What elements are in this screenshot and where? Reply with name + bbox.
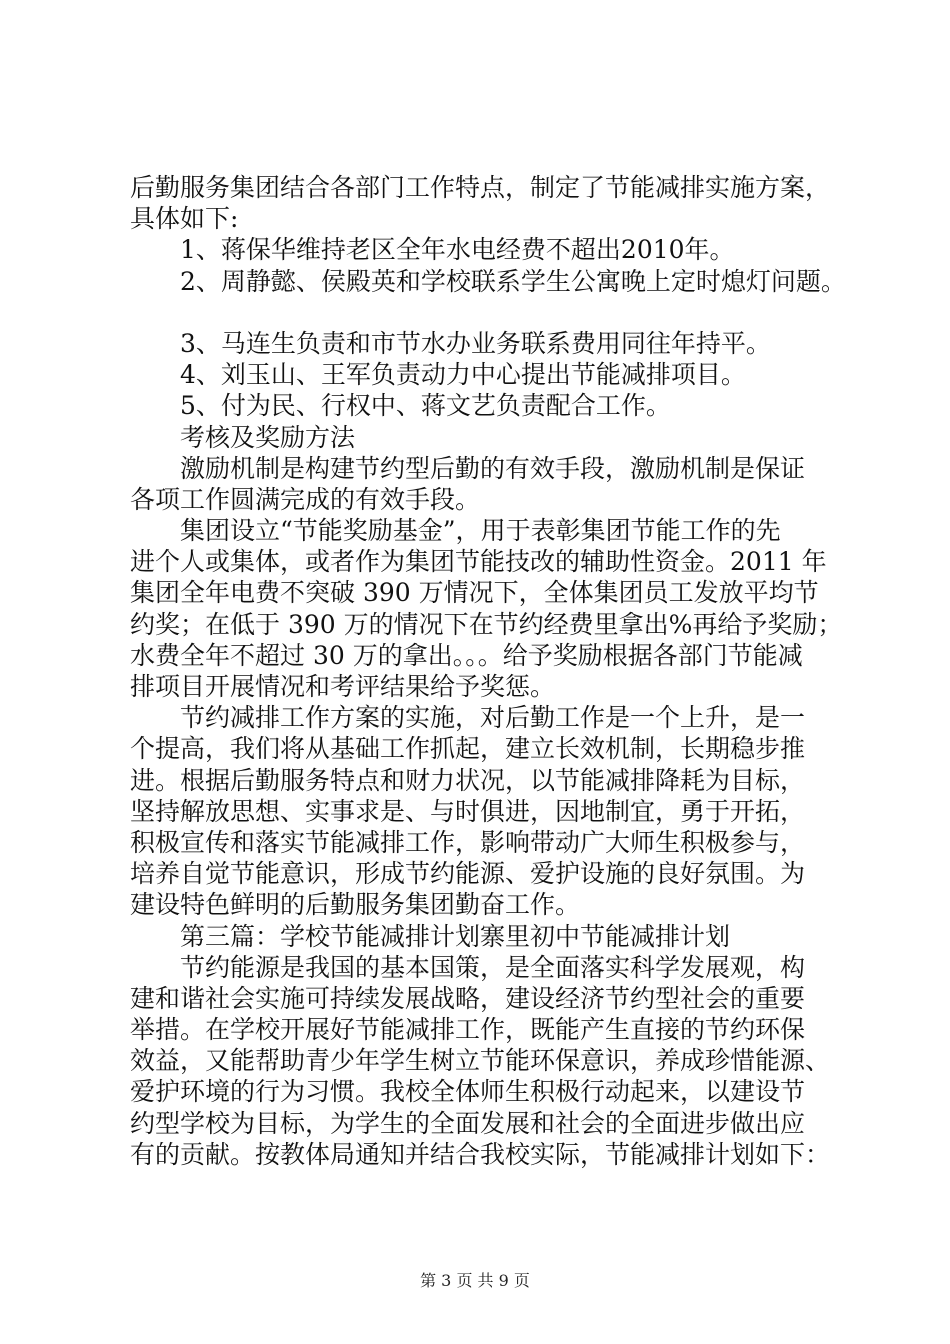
text-line: 具体如下:: [130, 204, 239, 234]
page-footer: [0, 1268, 950, 1291]
paragraph-line: 效益，又能帮助青少年学生树立节能环保意识，养成珍惜能源、: [130, 1046, 831, 1076]
paragraph-line: 节约减排工作方案的实施，对后勤工作是一个上升，是一: [180, 703, 806, 733]
paragraph-line: 有的贡献。按教体局通知并结合我校实际，节能减排计划如下：: [130, 1139, 831, 1169]
paragraph-line: 个提高，我们将从基础工作抓起，建立长效机制，长期稳步推: [130, 734, 806, 764]
paragraph-line: 节约能源是我国的基本国策，是全面落实科学发展观，构: [180, 952, 806, 982]
paragraph-line: 水费全年不超过 30 万的拿出。。。给予奖励根据各部门节能减: [130, 640, 803, 670]
paragraph-line: 积极宣传和落实节能减排工作，影响带动广大师生积极参与，: [130, 827, 806, 857]
paragraph-line: 集团全年电费不突破 390 万情况下，全体集团员工发放平均节: [130, 578, 819, 608]
paragraph-line: 各项工作圆满完成的有效手段。: [130, 484, 481, 514]
paragraph-line: 建设特色鲜明的后勤服务集团勤奋工作。: [130, 890, 581, 920]
section-heading: 考核及奖励方法: [180, 422, 356, 452]
paragraph-line: 集团设立“节能奖励基金”，用于表彰集团节能工作的先: [180, 516, 781, 546]
paragraph-line: 激励机制是构建节约型后勤的有效手段，激励机制是保证: [180, 453, 806, 483]
paragraph-line: 举措。在学校开展好节能减排工作，既能产生直接的节约环保: [130, 1015, 806, 1045]
page-number: 第 3 页 共 9 页: [420, 1271, 530, 1290]
paragraph-line: 约奖；在低于 390 万的情况下在节约经费里拿出%再给予奖励；: [130, 609, 843, 639]
blank-line: [130, 297, 850, 328]
paragraph-line: 排项目开展情况和考评结果给予奖惩。: [130, 672, 556, 701]
paragraph-line: 坚持解放思想、实事求是、与时俱进，因地制宜，勇于开拓，: [130, 796, 806, 826]
paragraph-line: 爱护环境的行为习惯。我校全体师生积极行动起来，以建设节: [130, 1077, 806, 1107]
document-body: [130, 172, 850, 1170]
paragraph-line: 建和谐社会实施可持续发展战略，建设经济节约型社会的重要: [130, 983, 806, 1013]
list-item: 1、蒋保华维持老区全年水电经费不超出2010年。: [180, 235, 735, 265]
paragraph-line: 进个人或集体，或者作为集团节能技改的辅助性资金。2011 年: [130, 547, 827, 577]
list-item: 2、周静懿、侯殿英和学校联系学生公寓晚上定时熄灯问题。: [180, 266, 846, 296]
text-line: 后勤服务集团结合各部门工作特点，制定了节能减排实施方案，: [130, 173, 831, 202]
paragraph-line: 约型学校为目标，为学生的全面发展和社会的全面进步做出应: [130, 1108, 806, 1138]
list-item: 4、刘玉山、王军负责动力中心提出节能减排项目。: [180, 360, 746, 390]
paragraph-line: 培养自觉节能意识，形成节约能源、爱护设施的良好氛围。为: [130, 859, 806, 889]
paragraph-line: 进。根据后勤服务特点和财力状况，以节能减排降耗为目标，: [130, 765, 806, 795]
section-heading: 第三篇：学校节能减排计划寨里初中节能减排计划: [180, 921, 731, 951]
list-item: 3、马连生负责和市节水办业务联系费用同往年持平。: [180, 328, 771, 358]
list-item: 5、付为民、行权中、蒋文艺负责配合工作。: [180, 391, 671, 421]
